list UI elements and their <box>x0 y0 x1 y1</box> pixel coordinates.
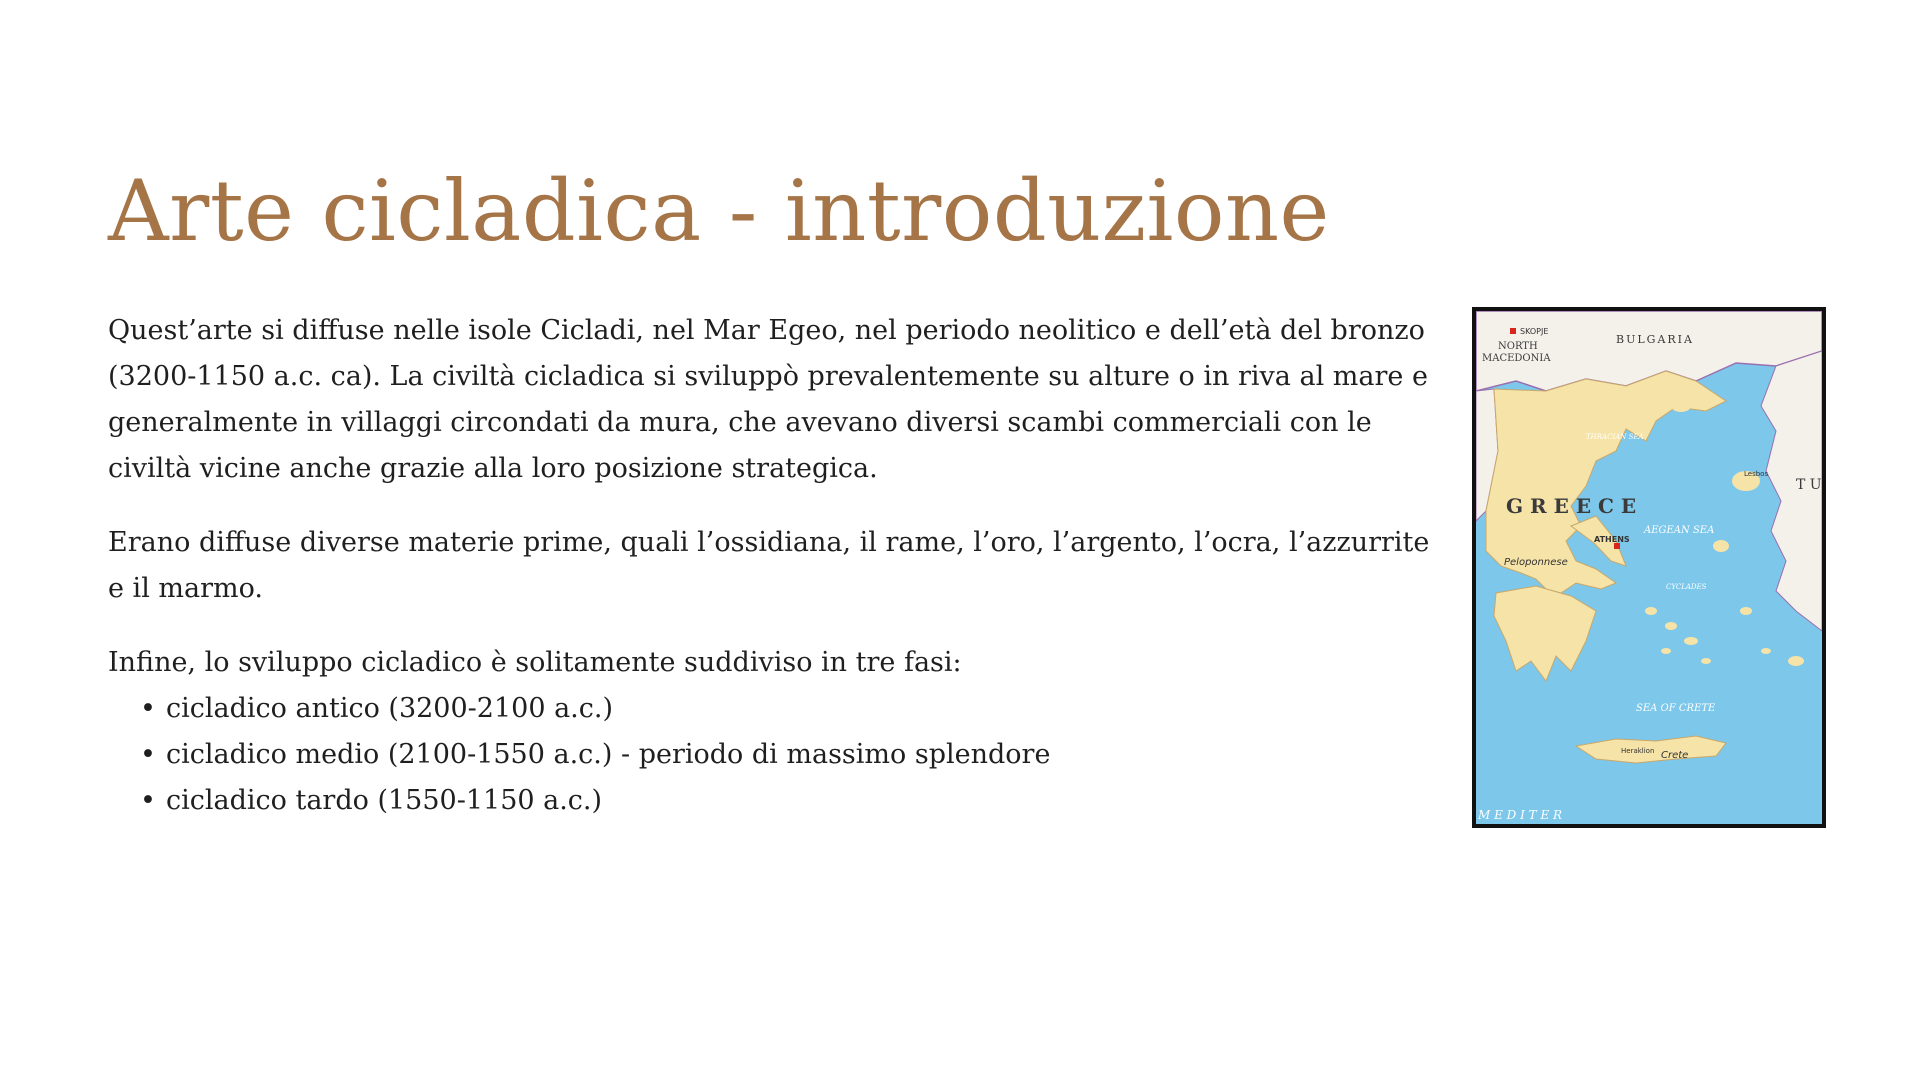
slide-body <box>108 308 1438 824</box>
list-item <box>140 686 1438 732</box>
map-island <box>1665 622 1677 630</box>
map-label-north: NORTH <box>1498 341 1538 352</box>
bullet-icon: • <box>140 693 156 724</box>
map-island <box>1684 637 1698 645</box>
map-island <box>1661 648 1671 654</box>
map-chios <box>1713 540 1729 552</box>
phase-late: cicladico tardo (1550-1150 a.c.) <box>166 785 603 816</box>
phases-list <box>108 686 1438 824</box>
map-label-bulgaria: BULGARIA <box>1616 333 1694 346</box>
map-label-greece: G R E E C E <box>1506 494 1637 518</box>
map-island <box>1701 658 1711 664</box>
phase-early: cicladico antico (3200-2100 a.c.) <box>166 693 614 724</box>
intro-paragraph: Quest’arte si diffuse nelle isole Cicladi, nel Mar Egeo, nel periodo neolitico e dell’età del bronzo (3200-1150 a.c. ca). La civiltà cicladica si sviluppò prevalentemente su alture o in riva al mare e generalmente in villaggi circondati da mura, che avevano diversi scambi commerciali con le civiltà vicine anche grazie alla loro posizione strategica. <box>108 315 1428 484</box>
map-label-thracian-sea: THRACIAN SEA <box>1586 433 1644 441</box>
map-label-lesbos: Lesbos <box>1744 470 1769 478</box>
slide-title: Arte cicladica - introduzione <box>108 162 1330 260</box>
phases-intro-paragraph: Infine, lo sviluppo cicladico è solitamente suddiviso in tre fasi: <box>108 647 962 678</box>
map-label-turkey: T U <box>1796 477 1822 493</box>
map-label-mediterranean: M E D I T E R <box>1478 808 1563 822</box>
greece-map-image <box>1472 307 1826 828</box>
map-rhodes <box>1788 656 1804 666</box>
bullet-icon: • <box>140 785 156 816</box>
map-label-crete: Crete <box>1661 750 1689 761</box>
greece-map-svg <box>1476 311 1822 824</box>
capital-marker-icon <box>1510 328 1516 334</box>
list-item <box>140 732 1438 778</box>
map-label-skopje: SKOPJE <box>1520 327 1549 336</box>
map-label-athens: ATHENS <box>1594 535 1630 544</box>
bullet-icon: • <box>140 739 156 770</box>
map-label-cyclades: CYCLADES <box>1666 583 1707 591</box>
map-label-macedonia: MACEDONIA <box>1482 353 1551 364</box>
phase-middle: cicladico medio (2100-1550 a.c.) - periodo di massimo splendore <box>166 739 1051 770</box>
map-island <box>1761 648 1771 654</box>
materials-paragraph: Erano diffuse diverse materie prime, quali l’ossidiana, il rame, l’oro, l’argento, l’ocra, l’azzurrite e il marmo. <box>108 527 1430 604</box>
map-thasos <box>1671 400 1691 412</box>
map-label-peloponnese: Peloponnese <box>1504 557 1568 568</box>
map-label-sea-of-crete: SEA OF CRETE <box>1636 703 1716 714</box>
list-item <box>140 778 1438 824</box>
map-label-heraklion: Heraklion <box>1621 747 1655 755</box>
map-label-aegean-sea: AEGEAN SEA <box>1644 525 1715 536</box>
map-island <box>1645 607 1657 615</box>
map-island <box>1740 607 1752 615</box>
